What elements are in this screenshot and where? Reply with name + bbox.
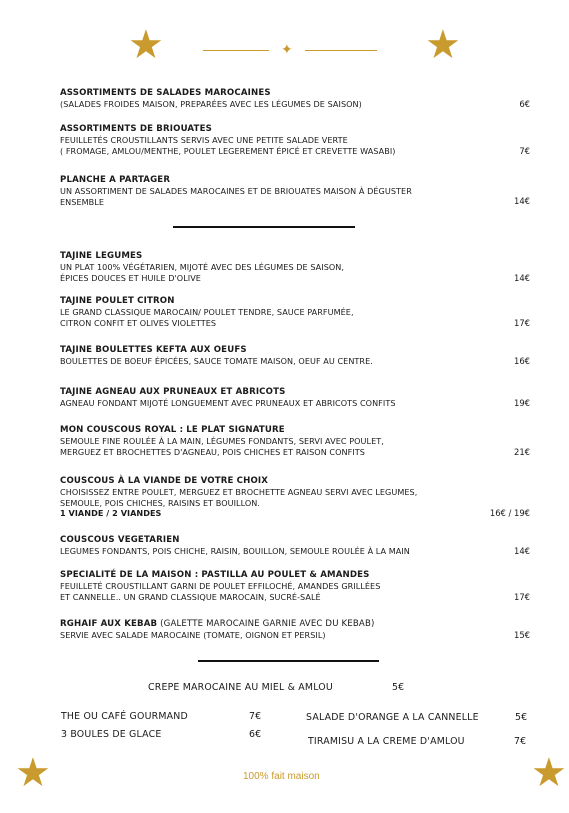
ornament-line-left bbox=[203, 50, 269, 51]
menu-item-pastilla bbox=[60, 570, 530, 602]
item-title: TAJINE BOULETTES KEFTA AUX OEUFS bbox=[60, 345, 247, 355]
item-desc: SERVIE AVEC SALADE MAROCAINE (TOMATE, OIGNON ET PERSIL) bbox=[60, 630, 326, 640]
menu-item-salades bbox=[60, 88, 530, 110]
item-desc: SEMOULE, POIS CHICHES, RAISINS ET BOUILLON. bbox=[60, 497, 261, 508]
item-desc: ET CANNELLE.. UN GRAND CLASSIQUE MAROCAIN, SUCRÉ-SALÉ bbox=[60, 591, 321, 602]
dessert-featured-name: CREPE MAROCAINE AU MIEL & AMLOU bbox=[148, 682, 333, 693]
item-price: 16€ / 19€ bbox=[489, 508, 530, 518]
menu-item-briouates bbox=[60, 124, 530, 156]
item-price: 16€ bbox=[514, 356, 530, 366]
item-desc: SEMOULE FINE ROULÉE À LA MAIN, LÉGUMES FONDANTS, SERVI AVEC POULET, bbox=[60, 436, 384, 446]
item-title: PLANCHE A PARTAGER bbox=[60, 175, 171, 185]
item-price: 21€ bbox=[514, 447, 530, 457]
item-desc: LE GRAND CLASSIQUE MAROCAIN/ POULET TENDRE, SAUCE PARFUMÉE, bbox=[60, 307, 354, 317]
dessert-featured-price: 5€ bbox=[392, 682, 405, 693]
item-desc: FEUILLETÉS CROUSTILLANTS SERVIS AVEC UNE PETITE SALADE VERTE bbox=[60, 135, 348, 145]
item-desc: CHOISISSEZ ENTRE POULET, MERGUEZ ET BROCHETTE AGNEAU SERVI AVEC LEGUMES, bbox=[60, 487, 418, 497]
item-price: 15€ bbox=[514, 630, 530, 640]
item-title: RGHAIF AUX KEBAB bbox=[60, 619, 158, 629]
item-price: 17€ bbox=[514, 592, 530, 602]
item-desc: ENSEMBLE bbox=[60, 196, 104, 207]
item-title-row bbox=[60, 619, 530, 630]
item-desc: (SALADES FROIDES MAISON, PREPARÉES AVEC LES LÉGUMES DE SAISON) bbox=[60, 99, 362, 109]
item-title: TAJINE POULET CITRON bbox=[60, 296, 175, 306]
item-title: ASSORTIMENTS DE SALADES MAROCAINES bbox=[60, 88, 271, 98]
item-title: MON COUSCOUS ROYAL : LE PLAT SIGNATURE bbox=[60, 425, 285, 435]
menu-item-rghaif bbox=[60, 619, 530, 641]
item-title: COUSCOUS VEGETARIEN bbox=[60, 535, 180, 545]
item-desc: CITRON CONFIT ET OLIVES VIOLETTES bbox=[60, 317, 217, 328]
item-desc: LEGUMES FONDANTS, POIS CHICHE, RAISIN, BOUILLON, SEMOULE ROULÉE À LA MAIN bbox=[60, 546, 410, 556]
star-icon: ★ bbox=[15, 750, 51, 796]
section-divider bbox=[173, 226, 355, 228]
menu-item-tajine-agneau bbox=[60, 387, 530, 409]
menu-item-couscous-vegetarien bbox=[60, 535, 530, 557]
menu-item-tajine-kefta bbox=[60, 345, 530, 367]
footer-note: 100% fait maison bbox=[243, 771, 320, 782]
menu-item-tajine-poulet bbox=[60, 296, 530, 328]
item-option: 1 VIANDE / 2 VIANDES bbox=[60, 508, 162, 519]
item-price: 14€ bbox=[514, 273, 530, 283]
item-price: 19€ bbox=[514, 398, 530, 408]
star-icon: ★ bbox=[128, 22, 164, 68]
item-desc: MERGUEZ ET BROCHETTES D'AGNEAU, POIS CHICHES ET RAISON CONFITS bbox=[60, 446, 365, 457]
dessert-name: SALADE D'ORANGE A LA CANNELLE bbox=[306, 712, 479, 723]
item-desc: UN ASSORTIMENT DE SALADES MAROCAINES ET DE BRIOUATES MAISON À DÉGUSTER bbox=[60, 186, 412, 196]
item-desc: FEUILLETÉ CROUSTILLANT GARNI DE POULET EFFILOCHÉ, AMANDES GRILLÉES bbox=[60, 581, 381, 591]
item-title: COUSCOUS À LA VIANDE DE VOTRE CHOIX bbox=[60, 476, 269, 486]
item-title-extra: (GALETTE MAROCAINE GARNIE AVEC DU KEBAB) bbox=[157, 619, 375, 629]
item-title: TAJINE LEGUMES bbox=[60, 251, 143, 261]
ornament-line-right bbox=[305, 50, 377, 51]
star-icon: ★ bbox=[425, 22, 461, 68]
item-price: 6€ bbox=[519, 99, 530, 109]
star-icon: ★ bbox=[531, 750, 567, 796]
dessert-price: 7€ bbox=[249, 711, 262, 722]
dessert-name: TIRAMISU A LA CREME D'AMLOU bbox=[308, 736, 465, 747]
item-desc: ÉPICES DOUCES ET HUILE D'OLIVE bbox=[60, 272, 201, 283]
dessert-price: 7€ bbox=[514, 736, 527, 747]
item-desc: AGNEAU FONDANT MIJOTÉ LONGUEMENT AVEC PRUNEAUX ET ABRICOTS CONFITS bbox=[60, 398, 396, 408]
dessert-price: 5€ bbox=[515, 712, 528, 723]
dessert-price: 6€ bbox=[249, 729, 262, 740]
item-price: 14€ bbox=[514, 196, 530, 206]
item-price: 14€ bbox=[514, 546, 530, 556]
item-desc: UN PLAT 100% VÉGÉTARIEN, MIJOTÉ AVEC DES LÉGUMES DE SAISON, bbox=[60, 262, 345, 272]
item-title: TAJINE AGNEAU AUX PRUNEAUX ET ABRICOTS bbox=[60, 387, 286, 397]
item-price: 7€ bbox=[519, 146, 530, 156]
section-divider bbox=[198, 660, 379, 662]
diamond-icon: ✦ bbox=[281, 42, 293, 58]
item-desc: ( FROMAGE, AMLOU/MENTHE, POULET LEGEREMENT ÉPICÉ ET CREVETTE WASABI) bbox=[60, 145, 396, 156]
item-title: SPECIALITÉ DE LA MAISON : PASTILLA AU POULET & AMANDES bbox=[60, 570, 370, 580]
menu-item-couscous-viande bbox=[60, 476, 530, 519]
menu-item-planche bbox=[60, 175, 530, 207]
dessert-name: 3 BOULES DE GLACE bbox=[61, 729, 162, 740]
item-title: ASSORTIMENTS DE BRIOUATES bbox=[60, 124, 212, 134]
item-price: 17€ bbox=[514, 318, 530, 328]
menu-item-couscous-royal bbox=[60, 425, 530, 457]
item-desc: BOULETTES DE BOEUF ÉPICÉES, SAUCE TOMATE MAISON, OEUF AU CENTRE. bbox=[60, 356, 373, 366]
dessert-name: THE OU CAFÉ GOURMAND bbox=[61, 711, 188, 722]
menu-item-tajine-legumes bbox=[60, 251, 530, 283]
